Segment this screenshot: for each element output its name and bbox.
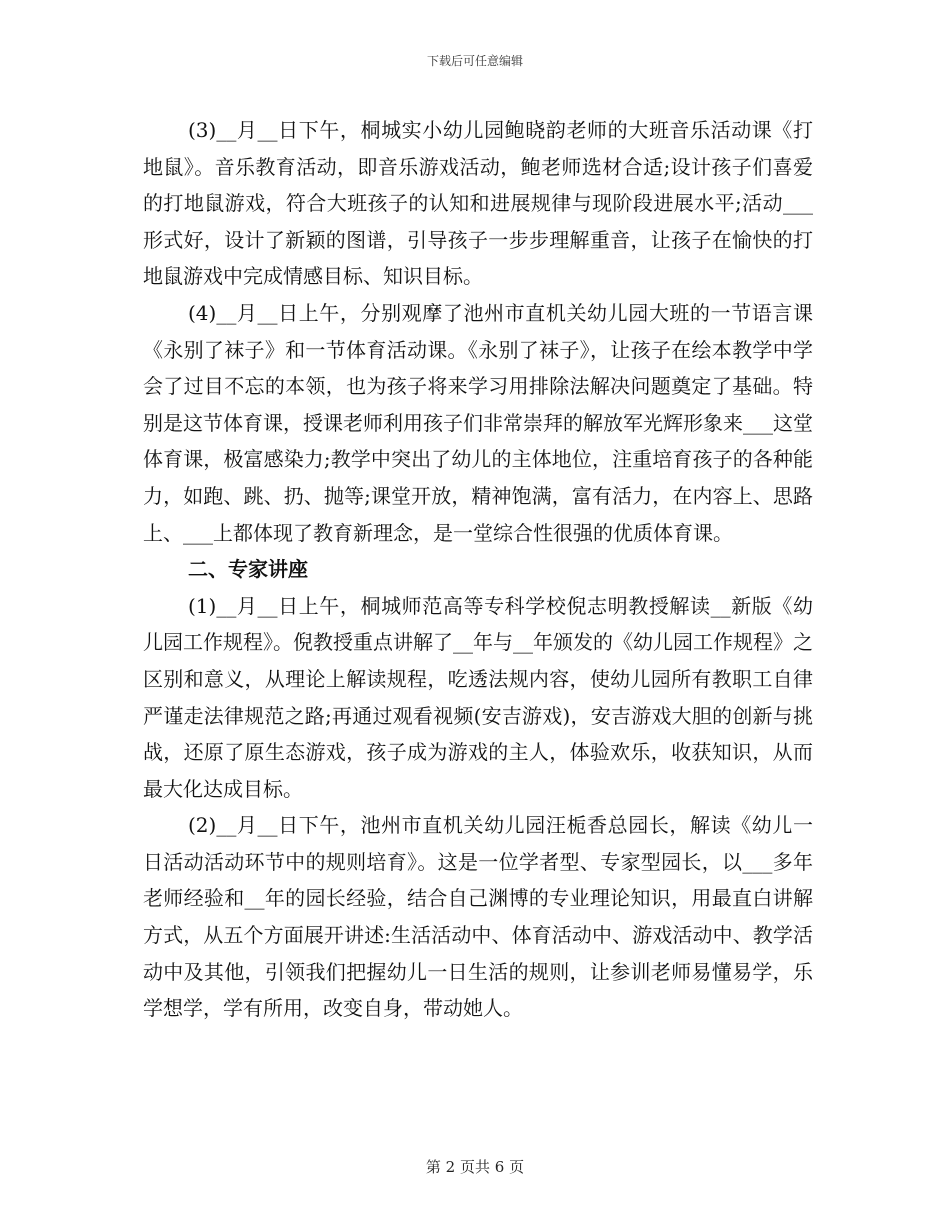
section-heading: 二、专家讲座 xyxy=(188,557,308,582)
paragraph-item-4: (4)__月__日上午，分别观摩了池州市直机关幼儿园大班的一节语言课《永别了袜子》和一节体育活动课。《永别了袜子》，让孩子在绘本教学中学会了过目不忘的本领，也为孩子将来学习用排除法解决问题奠定了基础。特别是这节体育课，授课老师利用孩子们非常崇拜的解放军光辉形象来___这堂体育课，极富感染力;教学中突出了幼儿的主体地位，注重培育孩子的各种能力，如跑、跳、扔、抛等;课堂开放，精神饱满，富有活力，在内容上、思路上、___上都体现了教育新理念，是一堂综合性很强的优质体育课。 xyxy=(143,300,813,545)
page-header: 下载后可任意编辑 xyxy=(426,54,523,68)
document-body xyxy=(143,112,813,1027)
paragraph-item-3: (3)__月__日下午，桐城实小幼儿园鲍晓韵老师的大班音乐活动课《打地鼠》。音乐教育活动，即音乐游戏活动，鲍老师选材合适;设计孩子们喜爱的打地鼠游戏，符合大班孩子的认知和进展规律与现阶段进展水平;活动___形式好，设计了新颖的图谱，引导孩子一步步理解重音，让孩子在愉快的打地鼠游戏中完成情感目标、知识目标。 xyxy=(143,118,813,289)
page-footer: 第 2 页共 6 页 xyxy=(425,1158,525,1176)
paragraph-expert-1: (1)__月__日上午，桐城师范高等专科学校倪志明教授解读__新版《幼儿园工作规程》。倪教授重点讲解了__年与__年颁发的《幼儿园工作规程》之区别和意义，从理论上解读规程，吃透法规内容，使幼儿园所有教职工自律严谨走法律规范之路;再通过观看视频(安吉游戏)，安吉游戏大胆的创新与挑战，还原了原生态游戏，孩子成为游戏的主人，体验欢乐，收获知识，从而最大化达成目标。 xyxy=(143,593,813,801)
paragraph-expert-2: (2)__月__日下午，池州市直机关幼儿园汪栀香总园长，解读《幼儿一日活动活动环节中的规则培育》。这是一位学者型、专家型园长，以___多年老师经验和__年的园长经验，结合自己渊博的专业理论知识，用最直白讲解方式，从五个方面展开讲述:生活活动中、体育活动中、游戏活动中、教学活动中及其他，引领我们把握幼儿一日生活的规则，让参训老师易懂易学，乐学想学，学有所用，改变自身，带动她人。 xyxy=(143,813,813,1021)
